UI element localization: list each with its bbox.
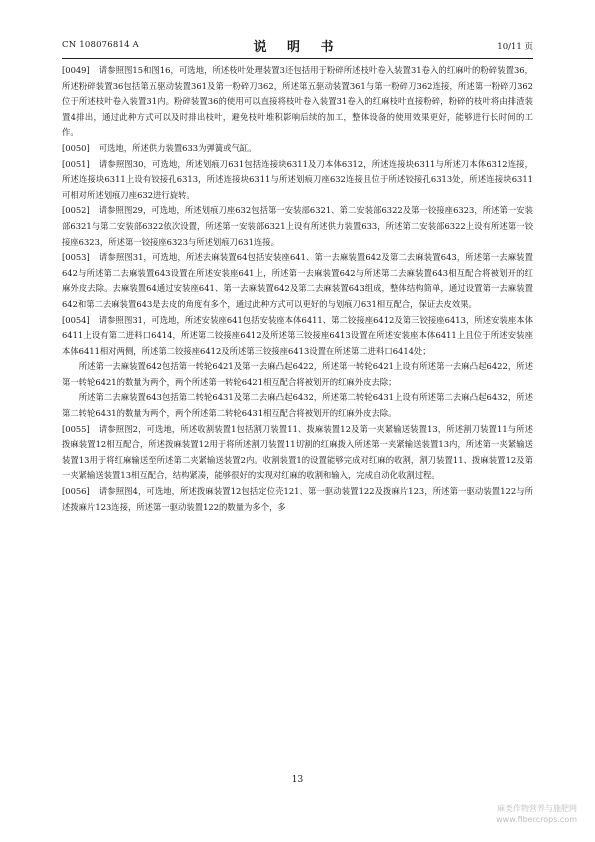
paragraph-text: 请参照图29，可选地，所述划痕刀座632包括第一安装部6321、第二安装部6322及第一铰接座6323，所述第一安装部6321与第二安装部6322依次设置，所述第一安装部6321上设有所述供力装置633，所述第二安装部6322上设有所述第一铰接座6323，所述第一铰接座6323与所述划痕刀631连接。: [62, 205, 533, 247]
paragraph-number: [0056]: [62, 486, 90, 497]
paragraph-text: 请参照图30，可选地，所述划痕刀631包括连接块6311及刀本体6312，所述连接块6311与所述刀本体6312连接，所述连接块6311上设有铰接孔6313，所述连接块6311与所述划痕刀座632连接且位于所述铰接孔6313处，所述连接块6311可相对所述划痕刀座632进行旋转。: [62, 158, 533, 200]
header-rule: [62, 58, 533, 59]
paragraph-text: 请参照图2，可选地，所述收割装置1包括割刀装置11、拨麻装置12及第一夹紧输送装置13，所述割刀装置11与所述拨麻装置12相互配合，所述拨麻装置12用于将所述割刀装置11切割的红麻拨入所述第一夹紧输送装置13内，所述第一夹紧输送装置13用于将红麻输送至所述第二夹紧输送装置2内。收割装置1的设置能够完成对红麻的收割，割刀装置11、拨麻装置12及第一夹紧输送装置13相互配合，结构紧凑，能够很好的实现对红麻的收割和输入，完成自动化收割过程。: [62, 423, 533, 481]
paragraph-text: 请参照图15和图16，可选地，所述枝叶处理装置3还包括用于粉碎所述枝叶卷入装置31卷入的红麻叶的粉碎装置36，所述粉碎装置36包括第五驱动装置361及第一粉碎刀362，所述第五驱动装置361与第一粉碎刀362连接，所述第一粉碎刀362位于所述枝叶卷入装置31内。粉碎装置36的使用可以直接将枝叶卷入装置31卷入的红麻枝叶直接粉碎，粉碎的枝叶将由排渣装置4排出，通过此种方式可以及时排出枝叶，避免枝叶堆积影响后续的加工，整体设备的使用效果更好，能够进行长时间的工作。: [62, 65, 533, 138]
paragraph-continuation: [62, 390, 533, 421]
page-counter: 10/11 页: [497, 42, 533, 52]
paragraph-text: 所述第二去麻装置643包括第二转轮6431及第二去麻凸起6432，所述第二转轮6431上设有所述第二去麻凸起6432，所述第二转轮6431的数量为两个，两个所述第二转轮6431相互配合将被划开的红麻外皮去除。: [62, 392, 533, 419]
site-watermark: [496, 803, 577, 825]
paragraph: [62, 203, 533, 250]
paragraph: [62, 157, 533, 204]
document-body: [62, 63, 533, 746]
paragraph-number: [0051]: [62, 158, 90, 169]
paragraph-text: 请参照图4，可选地，所述拨麻装置12包括定位壳121、第一驱动装置122及拨麻片123，所述第一驱动装置122与所述拨麻片123连接，所述第一驱动装置122的数量为多个，多: [62, 486, 533, 512]
watermark-title: 麻类作物营养与施肥网: [497, 804, 577, 813]
paragraph-text: 请参照图31，可选地，所述去麻装置64包括安装座641、第一去麻装置642及第二去麻装置643，所述第一去麻装置642与所述第二去麻装置643设置在所述安装座641上，所述第一去麻装置642与所述第二去麻装置643相互配合将被划开的红麻外皮去除。去麻装置64通过安装座641、第一去麻装置642及第二去麻装置643组成，整体结构简单，通过设置第一去麻装置642和第二去麻装置643是去皮的角度有多个，通过此种方式可以更好的与划痕刀631相互配合，保证去皮效果。: [62, 252, 533, 309]
paragraph-text: 请参照图31，可选地，所述安装座641包括安装座本体6411、第二铰接座6412及第三铰接座6413，所述安装座本体6411上设有第二进料口6414，所述第二铰接座6412及所述第三铰接座6413设置在所述安装座本体6411上且位于所述安装座本体6411相对两侧，所述第二铰接座6412及所述第三铰接座6413设置在所述第二进料口6414处；: [62, 314, 533, 356]
paragraph-text: 可选地，所述供力装置633为弹簧或气缸。: [98, 142, 257, 153]
watermark-url: www.fibercrops.com: [496, 815, 577, 824]
paragraph-continuation: [62, 359, 533, 390]
paragraph: [62, 484, 533, 515]
paragraph-number: [0054]: [62, 314, 90, 325]
paragraph: [62, 250, 533, 312]
paragraph: [62, 141, 533, 157]
paragraph: [62, 422, 533, 484]
patent-number: CN 108076814 A: [62, 40, 139, 50]
paragraph: [62, 313, 533, 360]
paragraph-text: 所述第一去麻装置642包括第一转轮6421及第一去麻凸起6422，所述第一转轮6421上设有所述第一去麻凸起6422，所述第一转轮6421的数量为两个，两个所述第一转轮6421相互配合将被划开的红麻外皮去除；: [62, 361, 533, 387]
paragraph-number: [0052]: [62, 205, 90, 216]
page-header: [62, 36, 533, 54]
paragraph: [62, 63, 533, 141]
paragraph-number: [0049]: [62, 65, 90, 75]
paragraph-number: [0050]: [62, 142, 90, 153]
paragraph-number: [0055]: [62, 423, 90, 434]
document-title: 说 明 书: [253, 40, 342, 55]
page-number: 13: [291, 775, 304, 785]
paragraph-number: [0053]: [62, 252, 90, 263]
